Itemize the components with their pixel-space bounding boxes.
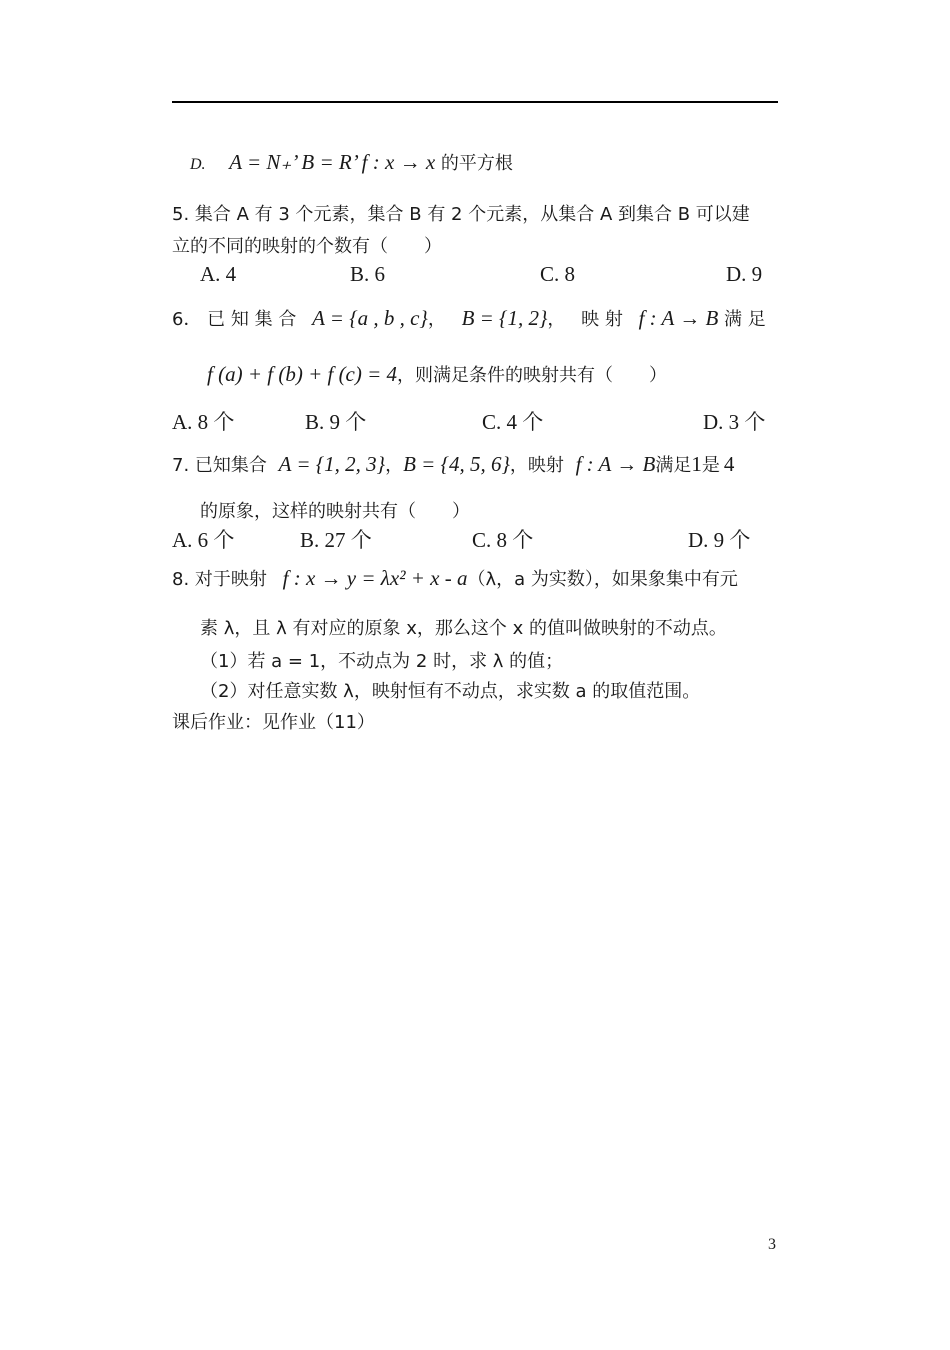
q7-map-suffix: 满足 bbox=[655, 455, 692, 476]
q5-option-d: D. 9 bbox=[726, 262, 763, 286]
q8-line-2: 素 λ，且 λ 有对应的原象 x，那么这个 x 的值叫做映射的不动点。 bbox=[200, 618, 727, 639]
q6-condition: f (a) + f (b) + f (c) = 4 bbox=[207, 362, 398, 386]
q4-option-d bbox=[190, 150, 513, 177]
q7-is: 是 bbox=[701, 455, 720, 476]
q6-option-a: A. 8 个 bbox=[172, 410, 235, 434]
q6-map: f : A → B bbox=[638, 306, 719, 330]
q6-map-suffix: 满 足 bbox=[724, 309, 766, 330]
q7-line-1: 7. 已知集合 A = {1, 2, 3}，B = {4, 5, 6}，映射 f : A → B满足1是 4 bbox=[172, 452, 735, 476]
q7-four: 4 bbox=[723, 452, 735, 476]
q6-set-b: B = {1, 2} bbox=[461, 306, 548, 330]
q5-option-c: C. 8 bbox=[540, 262, 576, 286]
q6-map-prefix: 映 射 bbox=[581, 309, 623, 330]
q6-line-2 bbox=[207, 362, 667, 388]
q7-map: f : A → B bbox=[575, 452, 656, 476]
q7-option-c: C. 8 个 bbox=[472, 528, 534, 552]
q6-condition-text: ，则满足条件的映射共有（ ） bbox=[397, 365, 668, 386]
homework-note: 课后作业：见作业（11） bbox=[172, 712, 375, 733]
q4-option-d-expr: A = N₊’ B = R’ f : x → x bbox=[229, 150, 436, 174]
q6-set-a: A = {a , b , c} bbox=[312, 306, 428, 330]
q7-map-prefix: ，映射 bbox=[509, 455, 564, 476]
q8-sub-2: （2）对任意实数 λ，映射恒有不动点，求实数 a 的取值范围。 bbox=[200, 681, 701, 702]
q5-option-b: B. 6 bbox=[350, 262, 386, 286]
q8-prefix: 8. 对于映射 bbox=[172, 569, 267, 590]
q7-prefix: 7. 已知集合 bbox=[172, 455, 267, 476]
q7-option-a: A. 6 个 bbox=[172, 528, 235, 552]
q7-one: 1 bbox=[691, 452, 702, 476]
q6-line-1: 6． 已 知 集 合 A = {a , b , c}， B = {1, 2}， 映 射 f : A → B 满 足 bbox=[172, 306, 766, 330]
q7-line-2: 的原象，这样的映射共有（ ） bbox=[200, 501, 470, 522]
q8-line-1 bbox=[172, 566, 738, 592]
q4-option-d-text: 的平方根 bbox=[440, 153, 513, 174]
q6-option-d: D. 3 个 bbox=[703, 410, 766, 434]
q6-prefix: 6． 已 知 集 合 bbox=[172, 309, 297, 330]
q7-set-a: A = {1, 2, 3} bbox=[278, 452, 386, 476]
q6-option-c: C. 4 个 bbox=[482, 410, 544, 434]
q7-option-d: D. 9 个 bbox=[688, 528, 751, 552]
q8-suffix: （λ，a 为实数），如果象集中有元 bbox=[467, 569, 738, 590]
q5-line-2: 立的不同的映射的个数有（ ） bbox=[172, 236, 442, 257]
header-rule bbox=[172, 101, 778, 103]
q6-option-b: B. 9 个 bbox=[305, 410, 367, 434]
q7-set-b: B = {4, 5, 6} bbox=[403, 452, 510, 476]
q5-line-1: 5. 集合 A 有 3 个元素，集合 B 有 2 个元素，从集合 A 到集合 B 可以建 bbox=[172, 204, 750, 225]
q4-option-d-label: D. bbox=[190, 156, 206, 173]
q7-option-b: B. 27 个 bbox=[300, 528, 372, 552]
page-number: 3 bbox=[768, 1236, 776, 1253]
q8-sub-1: （1）若 a = 1，不动点为 2 时，求 λ 的值； bbox=[200, 651, 564, 672]
q8-map: f : x → y = λx² + x - a bbox=[282, 566, 468, 590]
q5-option-a: A. 4 bbox=[200, 262, 237, 286]
